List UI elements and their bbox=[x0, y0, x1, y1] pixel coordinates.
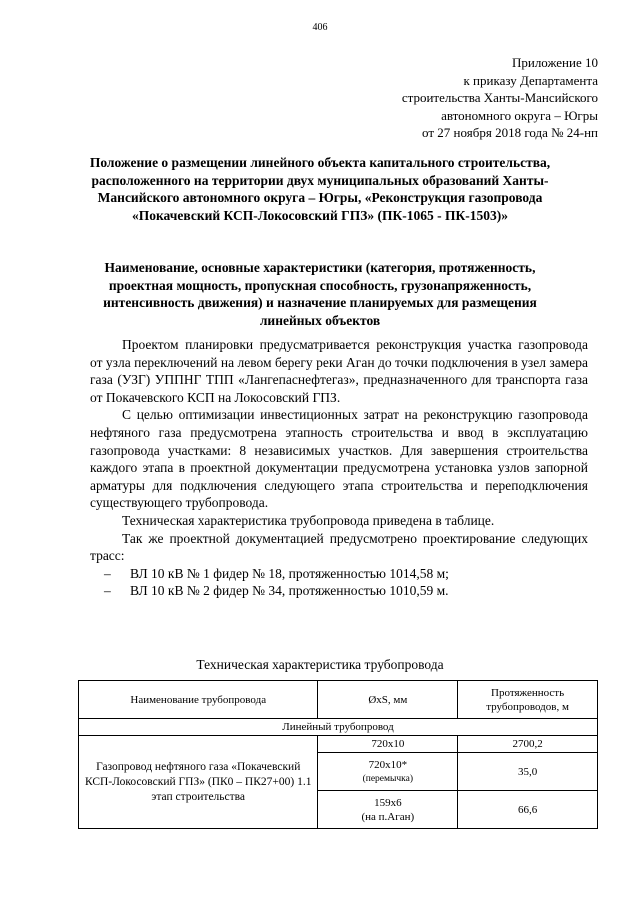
list-item-text: ВЛ 10 кВ № 1 фидер № 18, протяженностью 1014,58 м; bbox=[130, 565, 449, 581]
pipeline-name-cell: Газопровод нефтяного газа «Покачевский КСП-Локосовский ГПЗ» (ПК0 – ПК27+00) 1.1 этап строительства bbox=[79, 736, 318, 829]
dimension-cell bbox=[318, 736, 458, 753]
dimension-value: 720х10 bbox=[371, 738, 405, 750]
appendix-block bbox=[402, 54, 598, 142]
list-dash: – bbox=[104, 565, 111, 581]
paragraph: Проектом планировки предусматривается реконструкция участка газопровода от узла переключений на левом берегу реки Аган до точки подключения в узел замера газа (УЗГ) УППНГ ТПП «Лангепаснефтегаз», предназначенного для транспорта газа от Покачевского КСП на Локосовский ГПЗ. bbox=[90, 337, 588, 405]
table-caption: Техническая характеристика трубопровода bbox=[196, 657, 444, 672]
appendix-line: к приказу Департамента bbox=[463, 72, 598, 88]
dimension-cell bbox=[318, 753, 458, 791]
length-cell: 2700,2 bbox=[458, 736, 598, 753]
appendix-line: автономного округа – Югры bbox=[441, 107, 598, 123]
dimension-note: (перемычка) bbox=[362, 773, 414, 784]
paragraph: С целью оптимизации инвестиционных затрат на реконструкцию газопровода нефтяного газа предусмотрена этапность строительства и ввод в эксплуатацию газопровода участками: 8 независимых участков. Для завершения строительства каждого этапа в проектной документации предусмотрена установка узлов запорной арматуры для подключения следующего этапа строительства и переподключения существующего трубопровода. bbox=[90, 407, 588, 511]
list-item bbox=[90, 582, 588, 600]
page-number: 406 bbox=[312, 22, 328, 33]
header-cell: Наименование трубопровода bbox=[79, 681, 318, 719]
section-cell: Линейный трубопровод bbox=[79, 719, 598, 736]
section-heading: Наименование, основные характеристики (категория, протяженность, проектная мощность, пропускная способность, грузонапряженность, интенсивность движения) и назначение планируемых для размещения линейных объектов bbox=[103, 260, 537, 328]
paragraph: Техническая характеристика трубопровода приведена в таблице. bbox=[122, 512, 495, 528]
pipeline-table bbox=[78, 680, 598, 829]
table-section-row bbox=[79, 719, 598, 736]
header-cell: ØxS, мм bbox=[318, 681, 458, 719]
paragraph: Так же проектной документацией предусмотрено проектирование следующих трасс: bbox=[90, 530, 588, 564]
dimension-cell bbox=[318, 791, 458, 829]
dimension-value: 159х6 bbox=[374, 796, 402, 809]
dimension-value: 720х10* bbox=[368, 758, 408, 771]
table-header-row bbox=[79, 681, 598, 719]
list-item-text: ВЛ 10 кВ № 2 фидер № 34, протяженностью 1010,59 м. bbox=[130, 583, 449, 599]
length-cell: 35,0 bbox=[458, 753, 598, 791]
table-row bbox=[79, 736, 598, 753]
length-cell: 66,6 bbox=[458, 791, 598, 829]
appendix-line: строительства Ханты-Мансийского bbox=[401, 90, 598, 106]
appendix-line: от 27 ноября 2018 года № 24-нп bbox=[422, 125, 598, 141]
appendix-line: Приложение 10 bbox=[511, 55, 598, 70]
header-cell: Протяженность трубопроводов, м bbox=[458, 681, 598, 719]
list-dash: – bbox=[104, 583, 111, 599]
list-item bbox=[90, 565, 588, 583]
dimension-note: (на п.Аган) bbox=[361, 810, 415, 823]
document-title: Положение о размещении линейного объекта капитального строительства, расположенного на территории двух муниципальных образований Ханты-Мансийского автономного округа – Югры, «Реконструкция газопровода «Покачевский КСП-Локосовский ГПЗ» (ПК-1065 - ПК-1503)» bbox=[89, 155, 551, 223]
body-text bbox=[90, 336, 588, 600]
